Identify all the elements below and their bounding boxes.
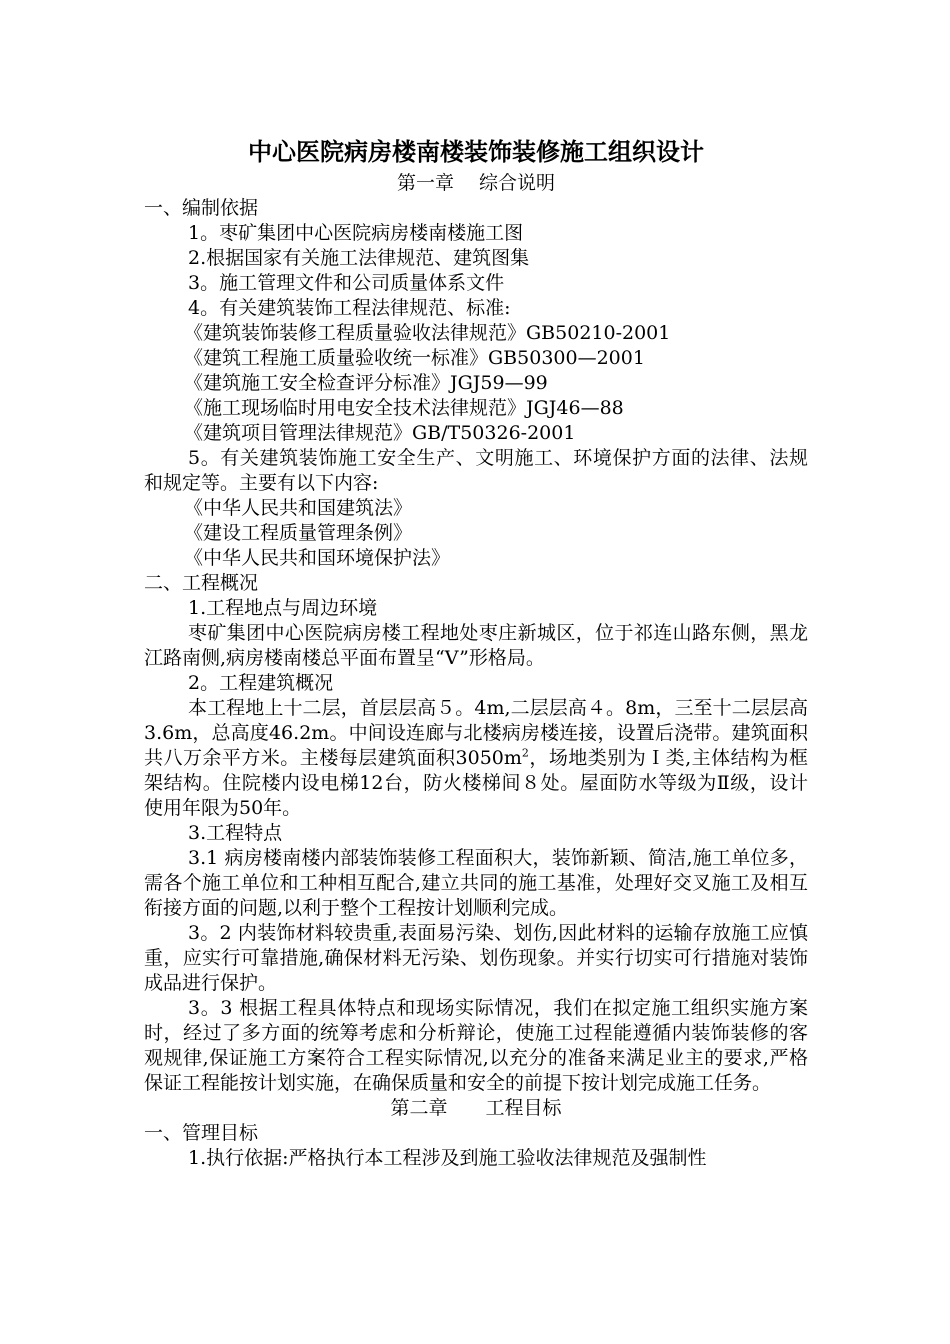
overview-building-text-a: 本工程地上十二层，首层层高５。4m,二层层高４。8m，三至十二层层高3.6m，总高度46.2m。中间设连廊与北楼病房楼连接，设置后浇带。建筑面积共八万余平方米。主楼每层建筑面积3050m — [144, 697, 808, 769]
section-overview-heading: 二、工程概况 — [144, 572, 259, 594]
goal-item: 1.执行依据:严格执行本工程涉及到施工验收法律规范及强制性 — [188, 1147, 707, 1169]
basis-item: 4。有关建筑装饰工程法律规范、标准: — [188, 297, 511, 319]
section-management-heading: 一、管理目标 — [144, 1122, 259, 1144]
standard-item: 《建筑工程施工质量验收统一标准》GB50300—2001 — [184, 347, 645, 369]
overview-location-heading: 1.工程地点与周边环境 — [188, 597, 378, 619]
feature-paragraph: 3。2 内装饰材料较贵重,表面易污染、划伤,因此材料的运输存放施工应慎重，应实行可靠措施,确保材料无污染、划伤现象。并实行切实可行措施对装饰成品进行保护。 — [144, 922, 808, 994]
feature-paragraph: 3。3 根据工程具体特点和现场实际情况，我们在拟定施工组织实施方案时，经过了多方面的统筹考虑和分析辩论，使施工过程能遵循内装饰装修的客观规律,保证施工方案符合工程实际情况,以充分的准备来满足业主的要求,严格保证工程能按计划实施，在确保质量和安全的前提下按计划完成施工任务。 — [144, 997, 808, 1094]
basis-item-5: 5。有关建筑装饰施工安全生产、文明施工、环境保护方面的法律、法规和规定等。主要有以下内容: — [144, 447, 808, 494]
basis-item: 1。枣矿集团中心医院病房楼南楼施工图 — [188, 222, 524, 244]
basis-item: 3。施工管理文件和公司质量体系文件 — [188, 272, 505, 294]
law-item: 《中华人民共和国建筑法》 — [184, 497, 413, 519]
standard-item: 《施工现场临时用电安全技术法律规范》JGJ46—88 — [184, 397, 624, 419]
area-unit-superscript: 2 — [521, 746, 529, 760]
basis-item: 2.根据国家有关施工法律规范、建筑图集 — [188, 247, 530, 269]
feature-paragraph: 3.1 病房楼南楼内部装饰装修工程面积大，装饰新颖、简洁,施工单位多，需各个施工单位和工种相互配合,建立共同的施工基准，处理好交叉施工及相互衔接方面的问题,以利于整个工程按计划顺利完成。 — [144, 847, 808, 919]
standard-item: 《建筑项目管理法律规范》GB/T50326-2001 — [184, 422, 576, 444]
chapter-2-heading: 第二章 工程目标 — [390, 1097, 562, 1119]
section-basis-heading: 一、编制依据 — [144, 197, 259, 219]
law-item: 《建设工程质量管理条例》 — [184, 522, 413, 544]
overview-features-heading: 3.工程特点 — [188, 822, 283, 844]
overview-location-text: 枣矿集团中心医院病房楼工程地处枣庄新城区，位于祁连山路东侧，黑龙江路南侧,病房楼南楼总平面布置呈“V”形格局。 — [144, 622, 808, 669]
document-title: 中心医院病房楼南楼装饰装修施工组织设计 — [248, 138, 704, 166]
overview-building-text-b: ，场地类别为Ｉ类,主体结构为框架结构。住院楼内设电梯12台，防火楼梯间８处。屋面防水等级为Ⅱ级，设计使用年限为50年。 — [144, 747, 809, 819]
chapter-1-heading: 第一章 综合说明 — [396, 172, 556, 194]
overview-building-heading: 2。工程建筑概况 — [188, 672, 334, 694]
document-page — [144, 133, 808, 1171]
standard-item: 《建筑施工安全检查评分标准》JGJ59—99 — [184, 372, 548, 394]
standard-item: 《建筑装饰装修工程质量验收法律规范》GB50210-2001 — [184, 322, 671, 344]
overview-building-text — [144, 696, 808, 821]
law-item: 《中华人民共和国环境保护法》 — [184, 547, 451, 569]
